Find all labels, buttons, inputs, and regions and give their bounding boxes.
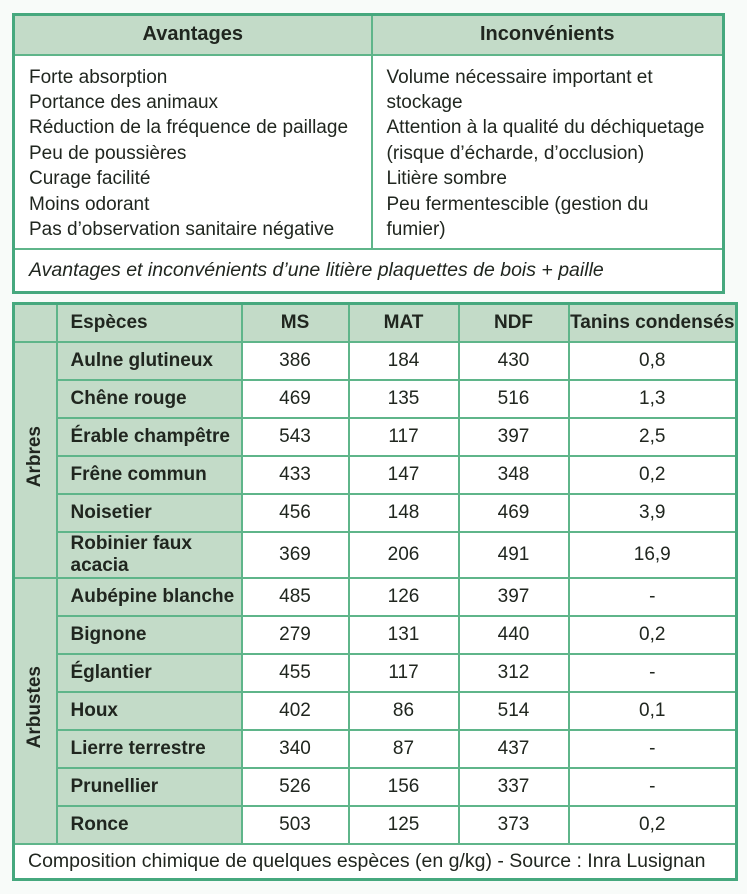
table-row [14, 532, 737, 578]
composition-caption: Composition chimique de quelques espèces (en g/kg) - Source : Inra Lusignan [14, 844, 737, 880]
ms-cell: 503 [242, 806, 349, 844]
ndf-cell: 312 [459, 654, 569, 692]
advantage-item: Curage facilité [29, 168, 151, 190]
disadvantage-item: (risque d’écharde, d’occlusion) [386, 142, 645, 164]
advantages-header: Avantages [14, 15, 372, 55]
species-cell: Églantier [57, 654, 242, 692]
ndf-column-header: NDF [459, 304, 569, 342]
pros-cons-table [12, 13, 725, 294]
advantage-item: Portance des animaux [29, 91, 219, 113]
ndf-cell: 348 [459, 456, 569, 494]
disadvantage-item: Attention à la qualité du déchiquetage [386, 117, 705, 139]
table-row [14, 456, 737, 494]
mat-cell: 156 [349, 768, 459, 806]
pros-cons-caption-row [14, 249, 724, 292]
species-cell: Robinier faux acacia [57, 532, 242, 578]
group-label-arbustes: Arbustes [14, 578, 57, 844]
ndf-cell: 337 [459, 768, 569, 806]
species-cell: Houx [57, 692, 242, 730]
species-cell: Frêne commun [57, 456, 242, 494]
disadvantage-item: Volume nécessaire important et stockage [386, 66, 653, 113]
pros-cons-header-row [14, 15, 724, 55]
table-row [14, 730, 737, 768]
tanins-cell: 0,1 [569, 692, 737, 730]
pros-cons-body-row [14, 55, 724, 250]
tanins-cell: 16,9 [569, 532, 737, 578]
advantage-item: Forte absorption [29, 66, 168, 88]
ndf-cell: 491 [459, 532, 569, 578]
disadvantage-item: Peu fermentescible (gestion du fumier) [386, 193, 649, 240]
table-row [14, 494, 737, 532]
ndf-cell: 397 [459, 418, 569, 456]
ms-cell: 455 [242, 654, 349, 692]
ms-cell: 543 [242, 418, 349, 456]
ndf-cell: 437 [459, 730, 569, 768]
ms-column-header: MS [242, 304, 349, 342]
ndf-cell: 514 [459, 692, 569, 730]
table-row [14, 768, 737, 806]
mat-cell: 125 [349, 806, 459, 844]
mat-cell: 117 [349, 418, 459, 456]
group-column-header [14, 304, 57, 342]
ndf-cell: 430 [459, 342, 569, 380]
mat-cell: 135 [349, 380, 459, 418]
disadvantages-header: Inconvénients [372, 15, 724, 55]
group-label-arbres: Arbres [14, 342, 57, 578]
tanins-cell: 1,3 [569, 380, 737, 418]
table-row [14, 806, 737, 844]
composition-header-row [14, 304, 737, 342]
advantage-item: Réduction de la fréquence de paillage [29, 117, 349, 139]
advantage-item: Peu de poussières [29, 142, 187, 164]
ms-cell: 456 [242, 494, 349, 532]
mat-cell: 206 [349, 532, 459, 578]
species-cell: Bignone [57, 616, 242, 654]
tanins-cell: - [569, 730, 737, 768]
species-column-header: Espèces [57, 304, 242, 342]
ms-cell: 485 [242, 578, 349, 616]
ms-cell: 279 [242, 616, 349, 654]
tanins-cell: 0,2 [569, 616, 737, 654]
species-cell: Prunellier [57, 768, 242, 806]
ms-cell: 369 [242, 532, 349, 578]
species-cell: Ronce [57, 806, 242, 844]
mat-column-header: MAT [349, 304, 459, 342]
ndf-cell: 397 [459, 578, 569, 616]
table-row [14, 342, 737, 380]
composition-table [12, 302, 738, 881]
ms-cell: 526 [242, 768, 349, 806]
species-cell: Aulne glutineux [57, 342, 242, 380]
composition-caption-row [14, 844, 737, 880]
ndf-cell: 469 [459, 494, 569, 532]
species-cell: Érable champêtre [57, 418, 242, 456]
table-row [14, 616, 737, 654]
tanins-cell: - [569, 654, 737, 692]
species-cell: Chêne rouge [57, 380, 242, 418]
tanins-cell: 2,5 [569, 418, 737, 456]
species-cell: Aubépine blanche [57, 578, 242, 616]
advantages-list [14, 55, 372, 250]
tanins-cell: 0,2 [569, 456, 737, 494]
ndf-cell: 440 [459, 616, 569, 654]
advantage-item: Moins odorant [29, 193, 150, 215]
ndf-cell: 516 [459, 380, 569, 418]
mat-cell: 126 [349, 578, 459, 616]
tanins-cell: 0,8 [569, 342, 737, 380]
table-row [14, 654, 737, 692]
tanins-cell: 0,2 [569, 806, 737, 844]
disadvantage-item: Litière sombre [386, 168, 507, 190]
ms-cell: 402 [242, 692, 349, 730]
table-row [14, 418, 737, 456]
table-row [14, 578, 737, 616]
mat-cell: 87 [349, 730, 459, 768]
mat-cell: 131 [349, 616, 459, 654]
ms-cell: 469 [242, 380, 349, 418]
ms-cell: 340 [242, 730, 349, 768]
mat-cell: 184 [349, 342, 459, 380]
species-cell: Lierre terrestre [57, 730, 242, 768]
mat-cell: 148 [349, 494, 459, 532]
ndf-cell: 373 [459, 806, 569, 844]
tanins-cell: - [569, 768, 737, 806]
mat-cell: 117 [349, 654, 459, 692]
species-cell: Noisetier [57, 494, 242, 532]
ms-cell: 386 [242, 342, 349, 380]
table-row [14, 692, 737, 730]
disadvantages-list [372, 55, 724, 250]
tanins-column-header: Tanins condensés [569, 304, 737, 342]
table-row [14, 380, 737, 418]
tanins-cell: - [569, 578, 737, 616]
ms-cell: 433 [242, 456, 349, 494]
pros-cons-caption: Avantages et inconvénients d’une litière plaquettes de bois + paille [14, 249, 724, 292]
mat-cell: 86 [349, 692, 459, 730]
tanins-cell: 3,9 [569, 494, 737, 532]
advantage-item: Pas d’observation sanitaire négative [29, 218, 335, 240]
mat-cell: 147 [349, 456, 459, 494]
